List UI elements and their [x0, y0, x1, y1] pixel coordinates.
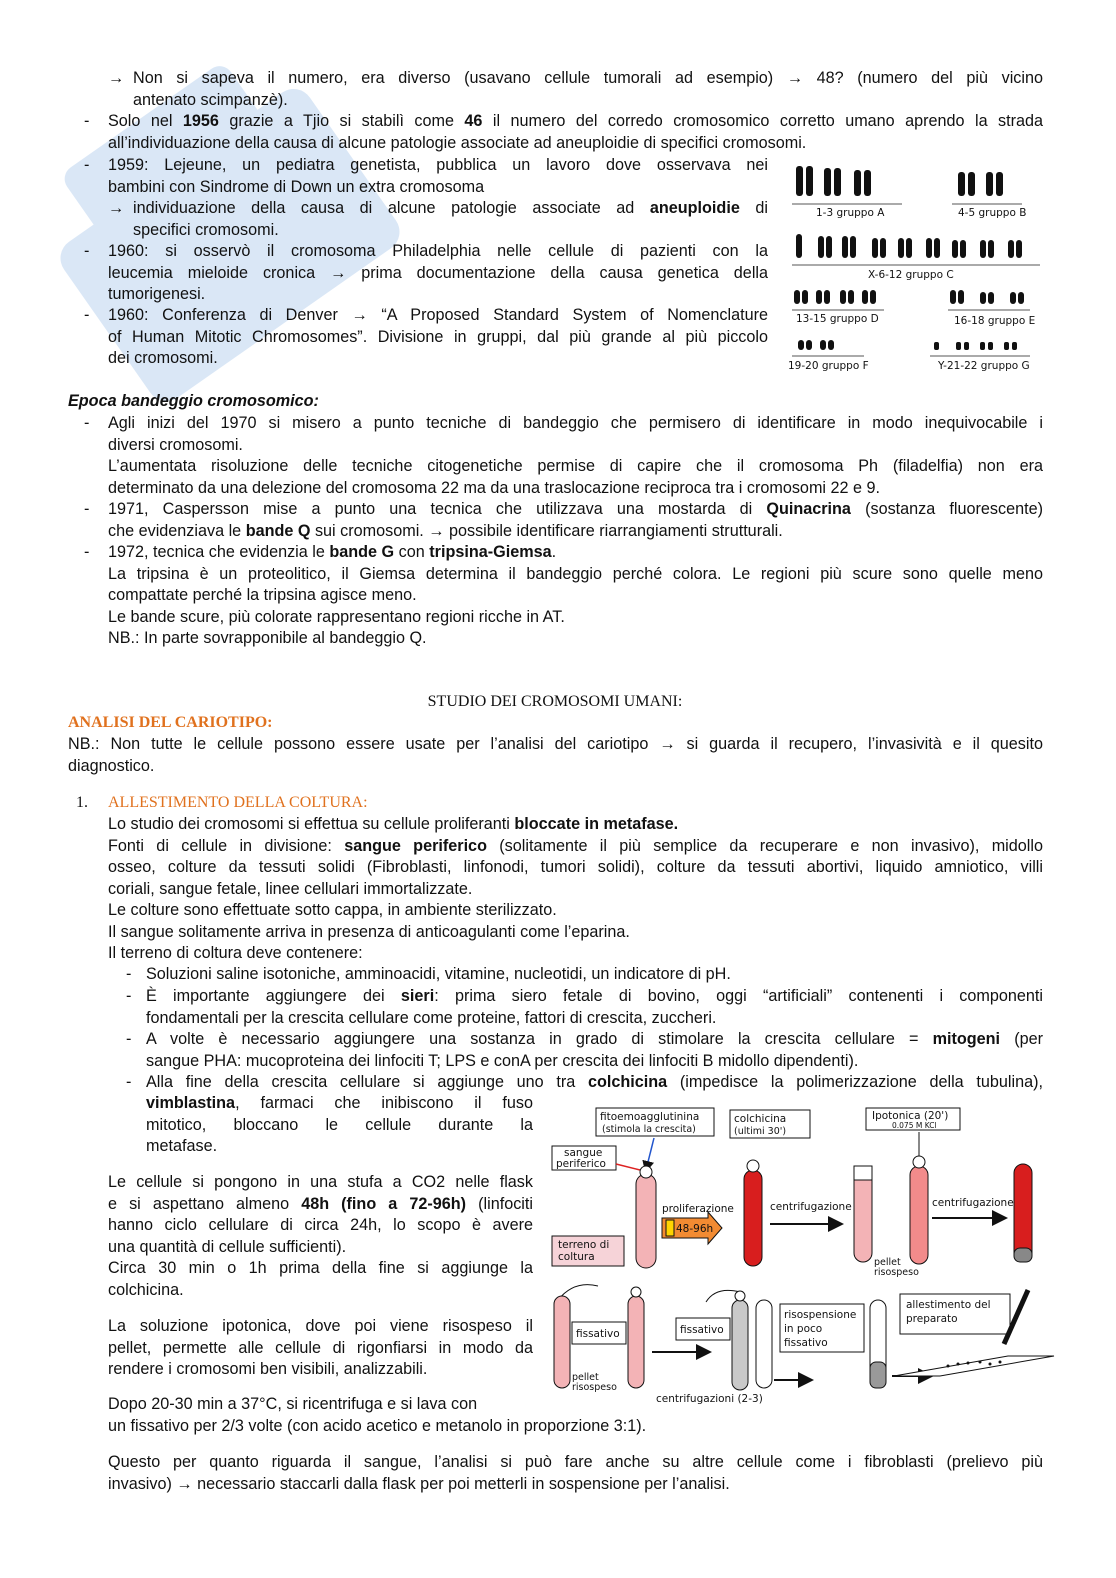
label-sangue: sangue	[564, 1147, 603, 1159]
medium-item-4: Alla fine della crescita cellulare si aggiunge uno tra colchicina (impedisce la polimerizzazione della tubulina),	[146, 1073, 1043, 1091]
svg-text:risospeso: risospeso	[572, 1382, 617, 1393]
label-allestimento: allestimento del	[906, 1299, 991, 1311]
arrow-glyph: →	[108, 69, 125, 87]
label-proliferazione: proliferazione	[662, 1203, 734, 1215]
banding-title: Epoca bandeggio cromosomico:	[68, 392, 319, 410]
banding-p1: Agli inizi del 1970 si misero a punto tecniche di bandeggio che permisero di identificare in modo inequivocabile i diversi cromosomi. L’aumentata risoluzione delle tecniche citogenetiche permise di capire che il cromosoma Ph (filadelfia) non era determinato da una delezione del cromosoma 22 ma da una traslocazione reciproca tra i cromosomi 22 e 9.	[108, 414, 1043, 497]
label-group-f: 19-20 gruppo F	[788, 360, 869, 372]
other-cells-text: Questo per quanto riguarda il sangue, l’analisi si può fare anche su altre cellule come i fibroblasti (prelievo più invasivo) → necessario staccarli dalla flask per poi metterli in sospensione per l’analisi.	[108, 1453, 1043, 1493]
chromosomes-group-b	[958, 172, 1003, 196]
svg-text:coltura: coltura	[558, 1251, 595, 1263]
chromosomes-group-c	[796, 234, 1022, 258]
medium-item-3: A volte è necessario aggiungere una sostanza in grado di stimolare la crescita cellulare = mitogeni (per sangue PHA: mucoproteina dei linfociti T; LPS e conA per crescita dei linfociti B midollo dipendenti).	[146, 1030, 1043, 1070]
label-group-a: 1-3 gruppo A	[816, 207, 885, 219]
label-group-g: Y-21-22 gruppo G	[938, 360, 1030, 372]
label-terreno: terreno di	[558, 1239, 610, 1251]
label-group-c: X-6-12 gruppo C	[868, 269, 954, 281]
svg-text:risospeso: risospeso	[874, 1267, 919, 1278]
label-fissativo-2: fissativo	[680, 1324, 724, 1336]
label-pellet-1: pellet	[874, 1257, 901, 1268]
svg-text:preparato: preparato	[906, 1313, 958, 1325]
chromosomes-group-d	[794, 290, 876, 304]
section-title-karyotype: ANALISI DEL CARIOTIPO:	[68, 714, 273, 731]
culture-body: Lo studio dei cromosomi si effettua su cellule proliferanti bloccate in metafase. Fonti di cellule in divisione: sangue periferico (solitamente il più semplice da recuperare e non invasivo), midollo osseo, colture da tessuti solidi (Fibroblasti, linfonodi, tumori solidi), colture da tessuti abortivi, liquido amniotico, villi coriali, sangue fetale, linee cellulari immortalizzate. Le colture sono effettuate sotto cappa, in ambiente sterilizzato. Il sangue solitamente arriva in presenza di anticoagulanti come l’eparina. Il terreno di coltura deve contenere:	[108, 815, 1043, 962]
label-fissativo-1: fissativo	[576, 1328, 620, 1340]
label-colchicina: colchicina	[734, 1113, 787, 1125]
hypotonic-text: La soluzione ipotonica, dove poi viene risospeso il pellet, permette alle cellule di rigonfiarsi in modo da rendere i cromosomi ben visibili, analizzabili.	[108, 1317, 533, 1378]
intro-p3: 1959: Lejeune, un pediatra genetista, pubblica un lavoro dove osservava nei bambini con Sindrome di Down un extra cromosoma → individuazione della causa di alcune patologie associate ad aneuploidie di specifici cromosomi.	[108, 156, 768, 239]
label-centrifugazioni: centrifugazioni (2-3)	[656, 1393, 763, 1405]
label-group-b: 4-5 gruppo B	[958, 207, 1027, 219]
label-pellet-2: pellet	[572, 1372, 599, 1383]
label-group-e: 16-18 gruppo E	[954, 315, 1036, 327]
svg-text:0.075 M KCl: 0.075 M KCl	[892, 1121, 937, 1130]
karyotype-figure	[784, 158, 1046, 376]
label-group-d: 13-15 gruppo D	[796, 313, 879, 325]
procedure-diagram	[548, 1100, 1058, 1408]
chromosomes-group-a	[796, 166, 871, 196]
incubation-text: Le cellule si pongono in una stufa a CO2 nelle flask e si aspettano almeno 48h (fino a 72-96h) (linfociti hanno ciclo cellulare di circa 24h, lo scopo è avere una quantità di cellule sufficienti). Circa 30 min o 1h prima della fine si aggiunge la colchicina.	[108, 1173, 533, 1299]
intro-p1: → Non si sapeva il numero, era diverso (usavano cellule tumorali ad esempio) → 48? (numero del più vicino antenato scimpanzè).	[108, 69, 1043, 109]
medium-item-1: Soluzioni saline isotoniche, amminoacidi, vitamine, nucleotidi, un indicatore di pH.	[146, 965, 731, 983]
study-nb: NB.: Non tutte le cellule possono essere usate per l’analisi del cariotipo → si guarda il recupero, l’invasività e il quesito diagnostico.	[68, 735, 1044, 775]
intro-p5: 1960: Conferenza di Denver → “A Proposed Standard System of Nomenclature of Human Mitotic Chromosomes”. Divisione in gruppi, dal più grande al più piccolo dei cromosomi.	[108, 306, 769, 367]
label-hours: 48-96h	[676, 1223, 714, 1235]
study-heading: STUDIO DEI CROMOSOMI UMANI:	[427, 693, 683, 710]
label-ipotonica: Ipotonica (20')	[872, 1110, 949, 1122]
svg-text:fissativo: fissativo	[784, 1337, 828, 1349]
medium-item-4-cont: vimblastina, farmaci che inibiscono il fuso mitotico, bloccano le cellule durante la metafase.	[146, 1094, 533, 1155]
svg-text:periferico: periferico	[556, 1158, 606, 1170]
list-number: 1.	[76, 794, 88, 811]
chromosomes-group-f	[798, 340, 834, 350]
intro-p4: 1960: si osservò il cromosoma Philadelphia nelle cellule di pazienti con la leucemia mieloide cronica → prima documentazione della causa genetica della tumorigenesi.	[108, 242, 769, 303]
label-centrifugazione-1: centrifugazione	[770, 1201, 852, 1213]
fixative-text: Dopo 20-30 min a 37°C, si ricentrifuga e si lava con un fissativo per 2/3 volte (con acido acetico e metanolo in proporzione 3:1).	[108, 1395, 647, 1435]
chromosomes-group-e	[950, 290, 1024, 304]
svg-text:in poco: in poco	[784, 1323, 823, 1335]
label-centrifugazione-2: centrifugazione	[932, 1197, 1014, 1209]
banding-p3: 1972, tecnica che evidenzia le bande G con tripsina-Giemsa. La tripsina è un proteolitico, il Giemsa determina il bandeggio perché colora. Le regioni più scure sono quelle meno compattate perché la tripsina agisce meno. Le bande scure, più colorate rappresentano regioni ricche in AT. NB.: In parte sovrapponibile al bandeggio Q.	[108, 543, 1043, 647]
intro-p2: Solo nel 1956 grazie a Tjio si stabilì come 46 il numero del corredo cromosomico corretto umano aprendo la strada all’individuazione della causa di alcune patologie associate ad aneuploidie di specifici cromosomi.	[108, 112, 1043, 152]
banding-p2: 1971, Caspersson mise a punto una tecnica che utilizzava una mostarda di Quinacrina (sostanza fluorescente) che evidenziava le bande Q sui cromosomi. → possibile identificare riarrangiamenti strutturali.	[108, 500, 1043, 540]
label-fitoemoagglutinina: fitoemoagglutinina	[600, 1111, 700, 1123]
medium-item-2: È importante aggiungere dei sieri: prima siero fetale di bovino, oggi “artificiali” contenenti i componenti fondamentali per la crescita cellulare come proteine, fattori di crescita, zuccheri.	[146, 987, 1043, 1027]
svg-text:(ultimi 30'): (ultimi 30')	[734, 1126, 787, 1137]
label-risospensione: risospensione	[784, 1309, 857, 1321]
chromosomes-group-g	[934, 342, 1017, 350]
svg-text:(stimola la crescita): (stimola la crescita)	[602, 1124, 696, 1135]
culture-title: ALLESTIMENTO DELLA COLTURA:	[108, 794, 368, 811]
